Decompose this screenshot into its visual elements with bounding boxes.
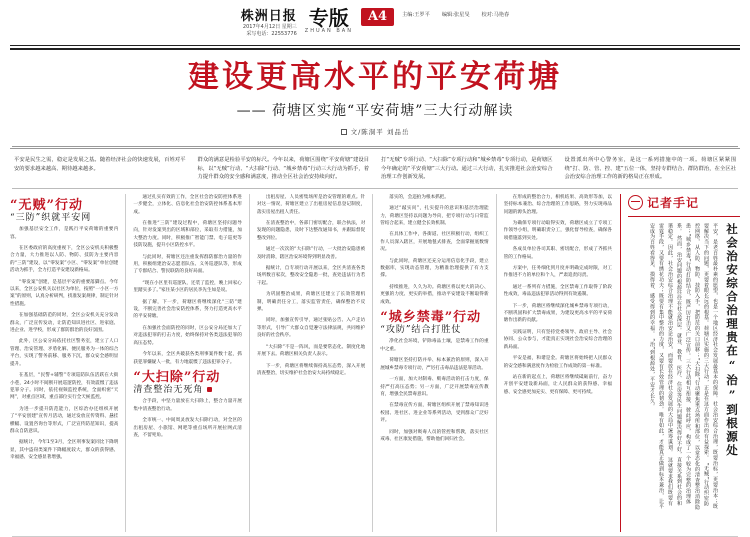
reporter-notes-sidebar [620, 194, 740, 532]
masthead-contact: 采写电话：22553776 [246, 31, 297, 37]
paragraph: 实践证明，只有坚持党委领导、政府主导、社会协同、公众参与，才能真正实现社会治安综合治理的新局面。 [503, 329, 613, 350]
lead-paragraph: 打“无贼”专项行动、“大扫除”专项行动和“城乡禁毒”专项行动，是荷塘区今年确定的“平安荷塘”三大行动。通过三大行动，扎实推进社会治安综合治理工作创新发展。 [381, 157, 553, 181]
paragraph: 下一步，荷塘区将继续深化城乡禁毒专项行动，不断巩固和扩大禁毒成果，为建设更高水平的平安荷塘作出新的贡献。 [503, 303, 613, 324]
column-divider [125, 194, 126, 532]
article-column [380, 194, 488, 532]
section-label-block [305, 8, 353, 34]
paragraph: 方案中，任务细化到月度并明确完成时限，对工作推进不力的单位和个人，严肃追责问责。 [503, 266, 613, 279]
paragraph: 持续推进，久久为功。荷塘区将以更大的决心、更强的力度、更实的举措，推动平安建设不断取得新成效。 [380, 284, 489, 305]
sidebar-header [628, 194, 740, 211]
paragraph: 在推进“三防”建设过程中，荷塘区坚持问题导向，针对发案突出的区域和部位，采取有力措施，加大整治力度。同时，积极推广智能门禁、电子巡更等技防设施，提升小区防控水平。 [133, 221, 242, 249]
lead-paragraphs [10, 149, 740, 188]
sidebar-title: 社会治安综合治理贵在“治”到根源处 [725, 222, 739, 458]
paragraph: 站在新的起点上，荷塘区将继续砥砺前行，奋力开创平安建设新局面，让人民群众的获得感、幸福感、安全感更加充实、更有保障、更可持续。 [503, 374, 613, 395]
masthead-credits: 主编:王罗平 编辑:张星旻 校对:马艳春 [402, 12, 510, 18]
article-columns [10, 194, 620, 532]
paragraph: 据统计，自专项行动开展以来，全区共清查各类场所数百家次，整改安全隐患一批，查处违法行为若干起。 [256, 266, 366, 286]
page-badge: A4 [361, 8, 394, 26]
paragraph: “零发案”创建，是基层平安的重要落脚点。今年以来，全区公安机关以社区为单位，按照“一小区一方案”的原则，认真分析研判，找准发案规律，制定针对性措施。 [10, 279, 119, 307]
paragraph: 各成员单位各司其职、密切配合，形成了齐抓共管的工作格局。 [503, 247, 613, 260]
lead-rule [12, 188, 738, 189]
section-title: “城乡禁毒”行动 [380, 310, 482, 326]
page-title: 建设更高水平的平安荷塘 [188, 58, 562, 95]
paragraph: 为进一步提升防范能力，区综治办还组织开展了“平安创建”宣传月活动，通过发放宣传资料、悬挂横幅、设置咨询台等形式，广泛宣传防范知识，提高群众自防意识。 [10, 406, 119, 434]
byline-marker-icon [341, 129, 347, 135]
paragraph: 平安是福，和谐是金。荷塘区将始终把人民群众的安全感和满意度作为检验工作成效的第一标准。 [503, 356, 613, 369]
paper-name: 株洲日报 [240, 9, 297, 24]
lead-paragraph: 群众的满意是检验平安的标尺。今年以来，荷塘区围绕“平安荷塘”建设目标，以“无贼”行动、“大扫除”行动、“城乡禁毒”行动三大行动为抓手，着力提升群众的安全感和满意度，推动全区社会治安持续向好。 [197, 157, 369, 181]
paragraph: 下一步，荷塘区将继续保持高压态势，深入开展清查整治，切实维护社会治安大局持续稳定。 [256, 363, 366, 376]
section-subtitle [133, 384, 241, 395]
lead-paragraph: 平安是民生之需，稳定是发展之基。随着经济社会的快速发展，百姓对平安的要求越来越高、期待越来越多。 [14, 157, 186, 172]
column-divider [372, 194, 373, 532]
paragraph: 通过一系列有力措施，全区禁毒工作取得了阶段性成效，毒品违法犯罪活动得到有效遏制。 [503, 284, 613, 298]
paragraph: 据了解，下一步，荷塘区将继续深化“三防”建设，不断完善社会治安防控体系，努力打造更高水平的平安荷塘。 [133, 299, 242, 320]
paragraph: 此外，区公安分局依托社区警务室，建立了人口管理、治安管理、矛盾化解、便民服务为一体的综合平台，实现了警务前移、服务下沉，群众安全感明显提升。 [10, 339, 119, 367]
paragraph: 荷塘区坚持打防并举、标本兼治的原则，深入开展城乡禁毒专项行动，严厉打击毒品违法犯罪活动。 [380, 358, 489, 371]
paragraph: 出租房屋、人员密集场所是治安管理的难点。针对这一情况，荷塘区建立了出租房屋信息登记制度，落实房屋出租人责任。 [256, 194, 366, 215]
paragraph: 净化社会环境，铲除毒品土壤，是禁毒工作的重中之重。 [380, 339, 489, 352]
notebook-icon [628, 195, 643, 210]
paragraph: 一方面，加大对制毒、贩毒活动的打击力度，保持严打高压态势；另一方面，广泛开展禁毒宣传教育，增强全民禁毒意识。 [380, 377, 489, 397]
section-subtitle-text: “攻防”结合打胜仗 [380, 325, 462, 336]
section-title: “大扫除”行动 [133, 369, 221, 385]
sidebar-header-label: 记者手记 [647, 195, 700, 210]
article-column [257, 194, 365, 532]
paragraph: 全市统一、中间周灵放发大扫除行动，对全区的出租房屋、小旅馆、网吧等重点场所开展拉网式清查，不留死角。 [133, 418, 242, 438]
paragraph: 为巩固整治成果，荷塘区还建立了长效管理机制，明确责任分工，落实监管责任，确保整治不反弹。 [256, 292, 366, 313]
masthead-date: 2017年4月12日 星期三 [242, 24, 297, 30]
page-subtitle: —— 荷塘区实施“平安荷塘”三大行动解读 [236, 102, 514, 119]
section-title: “无贼”行动 [10, 197, 83, 213]
paragraph: 在清查整治中，各部门密切配合，联合执法，对发现的问题隐患，及时下达整改通知书，并跟踪督促整改到位。 [256, 221, 366, 241]
paragraph: 在区委政府的高度重视下，全区公安机关积极整合力量，大力推进以人防、物防、技防为主要内容的“三防”建设，以“零发案”小区、“零发案”单位创建活动为抓手，全力打造平安建设新格局。 [10, 246, 119, 274]
section-subtitle-text: 清查整治无死角 [133, 384, 204, 395]
paragraph: 今年以来，全区共破获各类刑事案件数十起，抓获犯罪嫌疑人一批，有力地震慑了违法犯罪分子。 [133, 352, 242, 365]
section-pinyin: ZHUAN BAN [304, 28, 353, 34]
paragraph: 通过扎实有效的工作，全区社会治安防控体系进一步健全，立体化、信息化社会治安防控体系基本形成。 [133, 194, 242, 215]
byline-text: 文/陈洞平 刘品岳 [350, 127, 410, 136]
paragraph: 与此同时，荷塘区还注重发挥群防群治力量的作用，积极组建治安志愿者队伍、义务巡逻队等，形成了专群结合、警民联防的良好局面。 [133, 254, 242, 275]
lead-paragraph: 设置派出所中心警务室，是这一系列措施中的一项。荷塘区紧紧围绕“打、防、管、控、建”五位一体，坚持专群结合、群防群治，在全区社会治安综合治理工作的新的格局正在形成。 [564, 157, 736, 181]
section-label: 专版 [308, 6, 349, 30]
paragraph: “现在小区里有巡逻队，还装了监控，晚上回家心里踏实多了。”家住某小区的居民李先生如是说。 [133, 280, 242, 294]
section-subtitle [380, 327, 488, 334]
paragraph: 在具体工作中，各街道、社区积极行动，组织工作人员深入辖区，开展地毯式排查，全面掌握底数情况。 [380, 232, 489, 253]
byline [10, 127, 740, 136]
paragraph: 据统计，今年1至3月，全区刑事发案同比下降明显，其中盗窃类案件下降幅度较大，群众的获得感、幸福感、安全感显著增强。 [10, 440, 119, 461]
paragraph: 同时，加强宣传引导，通过张贴公告、入户走访等形式，引导广大群众自觉遵守法律法规，共同维护良好的社会秩序。 [256, 318, 366, 339]
article-column [10, 194, 118, 532]
sidebar-rule [628, 216, 740, 217]
paragraph: 通过“敲实问”，扎实提升的意识和基层治理能力，荷塘区坚持以问题为导向，把专项行动与日常监管结合起来，建立健全长效机制。 [380, 206, 489, 226]
headline-block [10, 50, 740, 140]
paragraph: 合手段，中坚力量放在大扫除上，整合力量开展集中清查整治行动。 [133, 399, 242, 412]
masthead [10, 4, 740, 42]
paragraph: 在基层，“民警+辅警”专项巡防队伍活跃在大街小巷，24小时不间断开展巡逻防控，有效震慑了违法犯罪分子。同时，依托视频监控系统，全面织密“天网”，对重点区域、重点部位实行全天候监控。 [10, 373, 119, 401]
paragraph: 在禁毒宣传方面，荷塘区组织开展了禁毒知识进校园、进社区、进企业等系列活动，受到群众广泛好评。 [380, 403, 489, 424]
sidebar-body [628, 223, 740, 515]
headline-rule-1 [12, 146, 738, 147]
column-divider [496, 194, 497, 532]
paragraph: 同时，加强对吸毒人员的管控和帮教，落实社区戒毒、社区康复措施，帮助他们回归社会。 [380, 429, 489, 442]
masthead-rule-1 [10, 45, 740, 46]
paragraph: “大扫除”不是一阵风，而是要常态化、制度化地开展下去。荷塘区相关负责人表示。 [256, 344, 366, 358]
paragraph: 在形成的整治合力，相机结果、高效形等加，以坚持标本兼治、综合治理的工作思路，努力实现毒品问题的源头治理。 [503, 194, 613, 215]
article-column [504, 194, 612, 532]
body-zone [10, 194, 740, 532]
section-subtitle-text: “三防”织就平安网 [10, 212, 92, 223]
sidebar-text: 平安，是老百姓最朴素的愿望，也是一个地区经济社会发展最基本的保障。社会治安综合治理，既要治标，更要治本；既要解决当下的问题，更要着眼长远的根基。荷塘区实施的三大行动，正是在这方面作出的有益探索。 “无贼”行动织密防控网络，从人防、物防、技防入手，把防范的关口前移；“大扫除”行动聚焦重点场所和部位，以常态化的清查整治消除隐患；“城乡禁毒”行动打防结合，既严厉打击又广泛宣传。三大行动相互衔接、彼此呼应，构成了一个较为完整的治理体系。 然而，治安问题的根源往往在社会深层。就业、教育、医疗、住房等民生问题解决得好不好，直接关系到社会的和谐稳定。因此，社会治安综合治理不能就治安论治安，而要放在经济社会发展的大局中统筹谋划。 这就要求我们既要有雷霆手段，又要有绣花功夫；既要有集中整治的力度，又要有长效管理的韧劲。唯有如此，才能真正做到标本兼治，让平安成为百姓看得见、摸得着、感受得到的幸福。 “治”到根源处，平安才长久。 [649, 222, 718, 510]
paragraph: 通过一次次的“大扫除”行动，一大批治安隐患被及时消除，辖区治安环境得到明显改善。 [256, 247, 366, 260]
paragraph: 加强基层安全工作，是践行平安荷塘的重要内容。 [10, 227, 119, 240]
section-subtitle [10, 212, 118, 223]
column-divider [249, 194, 250, 532]
paragraph: 在加强基础防范的同时，全区公安机关充分发动群众，广泛宣传发动，让防范知识进社区、进家庭、进企业、进学校，形成了群防群治的良好氛围。 [10, 313, 119, 334]
paragraph: 与此同时，荷塘区还充分运用信息化手段，建立数据库，实现动态管理，为精准治理提供了有力支撑。 [380, 258, 489, 279]
paragraph: 为确保专项行动取得实效，荷塘区成立了专项工作领导小组，明确职责分工，强化督导检查，确保各项措施落到实处。 [503, 221, 613, 241]
masthead-left [241, 8, 297, 38]
article-column [133, 194, 241, 532]
paragraph: 落实的，会违拍为根本抓把。 [389, 194, 449, 200]
subtitle-dot-icon [207, 387, 212, 392]
paragraph: 在加强社会面防控的同时，区公安分局还加大了对违法犯罪的打击力度，始终保持对各类违法犯罪的高压态势。 [133, 325, 242, 346]
